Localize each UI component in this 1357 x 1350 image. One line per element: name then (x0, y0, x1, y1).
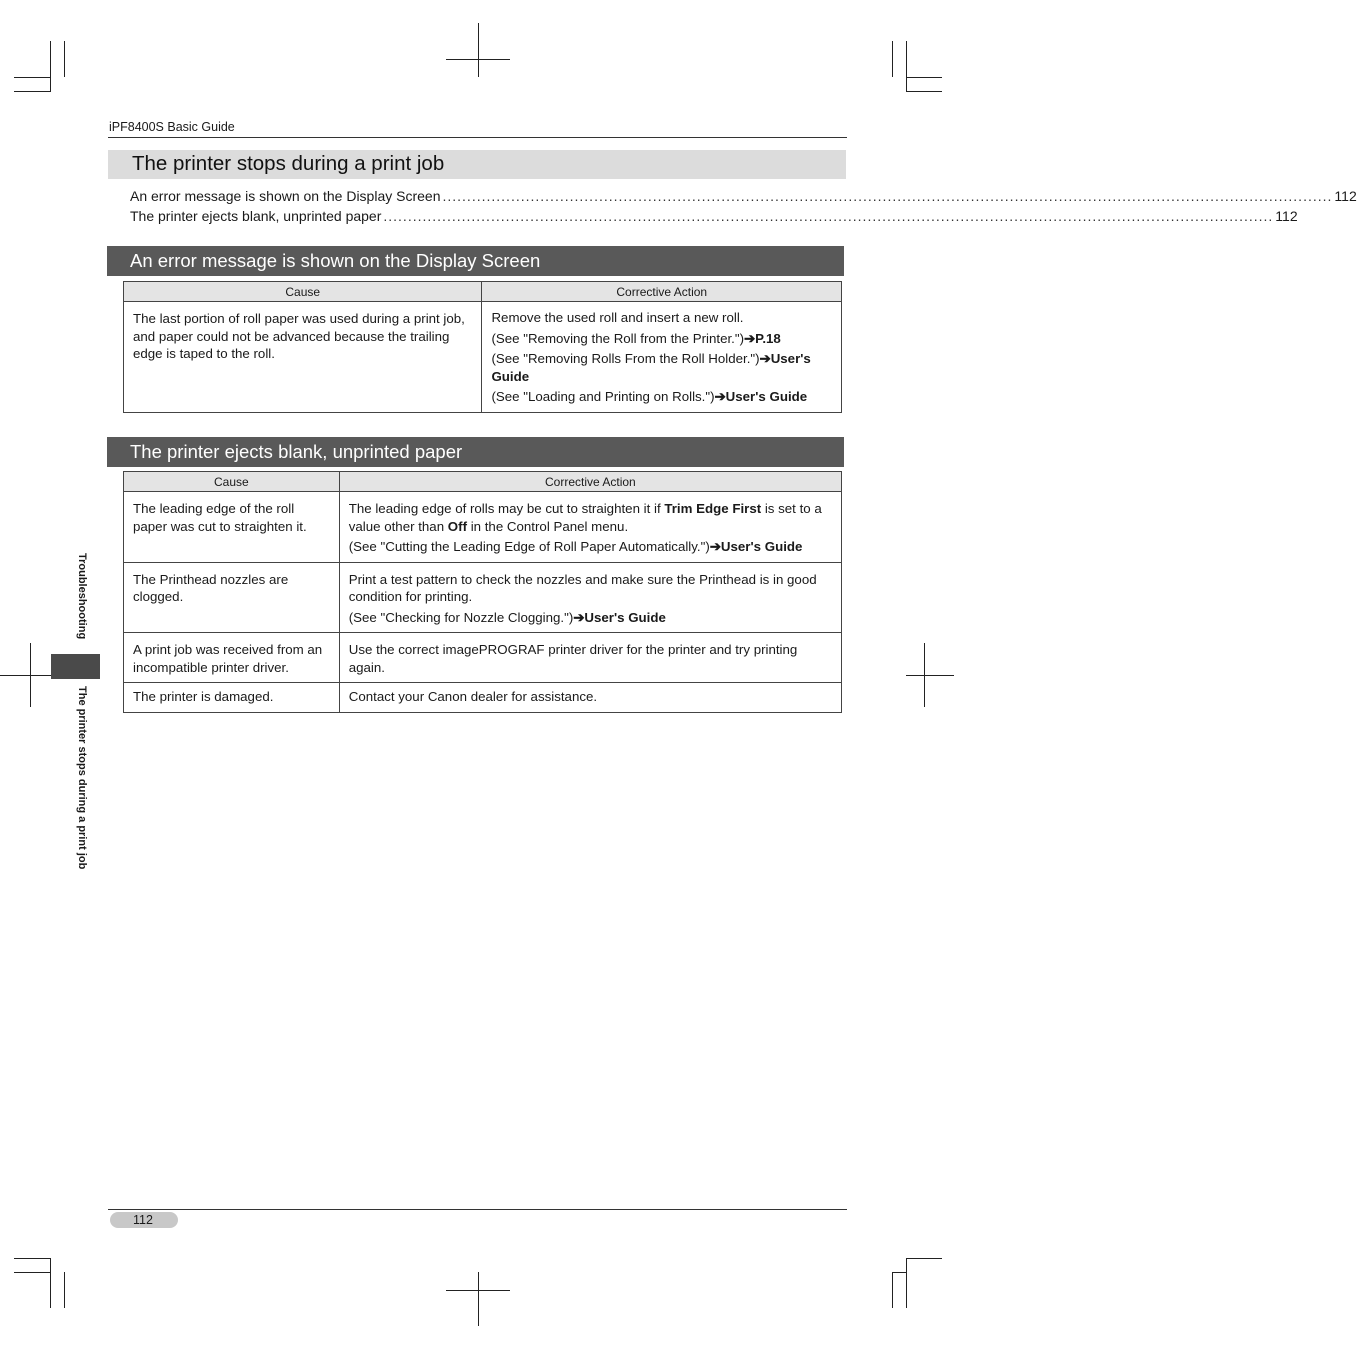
see-reference-text: (See "Checking for Nozzle Clogging.") (348, 609, 574, 625)
sidebar-section-label: The printer stops during a print job (76, 686, 88, 870)
action-cell (339, 633, 841, 683)
chapter-tab-marker (51, 654, 100, 679)
toc-entry-page[interactable]: 112 (1275, 208, 1298, 224)
guide-title: iPF8400S Basic Guide (109, 120, 235, 134)
toc-leader: ...................................................................................................................................................................................... (442, 188, 1333, 204)
cause-cell (124, 683, 340, 713)
column-header-action: Corrective Action (482, 282, 842, 302)
table-row (124, 302, 842, 413)
action-text: The leading edge of rolls may be cut to straighten it if (348, 501, 665, 516)
section-heading: An error message is shown on the Display Screen (130, 250, 541, 271)
action-cell (339, 492, 841, 563)
table-header-row (124, 472, 842, 492)
action-text: Contact your Canon dealer for assistance. (348, 689, 598, 704)
action-text: is set to a value other than (348, 501, 822, 534)
footer-rule (108, 1209, 847, 1210)
guide-link[interactable]: ➔User's Guide (573, 609, 666, 625)
column-header-cause: Cause (124, 282, 482, 302)
cause-text: The last portion of roll paper was used during a print job, and paper could not be advanced because the trailing edge is taped to the roll. (133, 311, 465, 361)
see-reference-text: (See "Removing Rolls From the Roll Holder.") (491, 351, 760, 366)
guide-link[interactable]: ➔User's Guide (714, 389, 808, 404)
cause-text: The leading edge of the roll paper was cut to straighten it. (133, 501, 307, 534)
action-cell (339, 562, 841, 633)
action-cell (482, 302, 842, 413)
toc-entry[interactable] (130, 208, 1298, 226)
error-message-table (123, 281, 842, 413)
sidebar-chapter-label: Troubleshooting (76, 553, 88, 640)
toc-leader: ...................................................................................................................................................................................... (383, 208, 1274, 224)
page-number: 112 (133, 1213, 153, 1227)
table-header-row (124, 282, 842, 302)
page-title: The printer stops during a print job (132, 152, 445, 175)
action-text: Remove the used roll and insert a new roll. (491, 310, 744, 325)
section-heading: The printer ejects blank, unprinted paper (130, 441, 463, 462)
menu-item-name: Trim Edge First (664, 501, 762, 516)
blank-paper-table (123, 471, 842, 713)
cause-text: The printer is damaged. (133, 689, 274, 704)
action-text: Print a test pattern to check the nozzles and make sure the Printhead is in good condition for printing. (348, 571, 817, 604)
guide-link[interactable]: ➔User's Guide (491, 351, 811, 384)
toc-entry[interactable] (130, 188, 1357, 206)
table-row (124, 683, 842, 713)
setting-value: Off (447, 518, 467, 534)
cause-cell (124, 492, 340, 563)
guide-link[interactable]: ➔User's Guide (709, 539, 803, 554)
section-heading-bar (107, 437, 844, 467)
toc-entry-title[interactable]: The printer ejects blank, unprinted paper (130, 208, 382, 224)
action-text: in the Control Panel menu. (467, 518, 629, 534)
cause-cell (124, 633, 340, 683)
action-cell (339, 683, 841, 713)
section-heading-bar (107, 246, 844, 276)
table-row (124, 562, 842, 633)
see-reference-text: (See "Loading and Printing on Rolls.") (491, 389, 715, 404)
cause-text: A print job was received from an incompatible printer driver. (133, 642, 323, 675)
table-row (124, 633, 842, 683)
cause-cell (124, 302, 482, 413)
header-rule (108, 137, 847, 138)
column-header-cause: Cause (124, 472, 340, 492)
see-reference-text: (See "Removing the Roll from the Printer.") (491, 330, 745, 346)
toc-entry-page[interactable]: 112 (1334, 188, 1357, 204)
table-row (124, 492, 842, 563)
cause-text: The Printhead nozzles are clogged. (133, 571, 289, 604)
page-title-bar (108, 150, 846, 179)
see-reference-text: (See "Cutting the Leading Edge of Roll Paper Automatically.") (348, 539, 710, 554)
page-link[interactable]: ➔P.18 (744, 330, 781, 346)
column-header-action: Corrective Action (339, 472, 841, 492)
toc-entry-title[interactable]: An error message is shown on the Display Screen (130, 188, 441, 204)
action-text: Use the correct imagePROGRAF printer driver for the printer and try printing again. (348, 642, 798, 675)
cause-cell (124, 562, 340, 633)
